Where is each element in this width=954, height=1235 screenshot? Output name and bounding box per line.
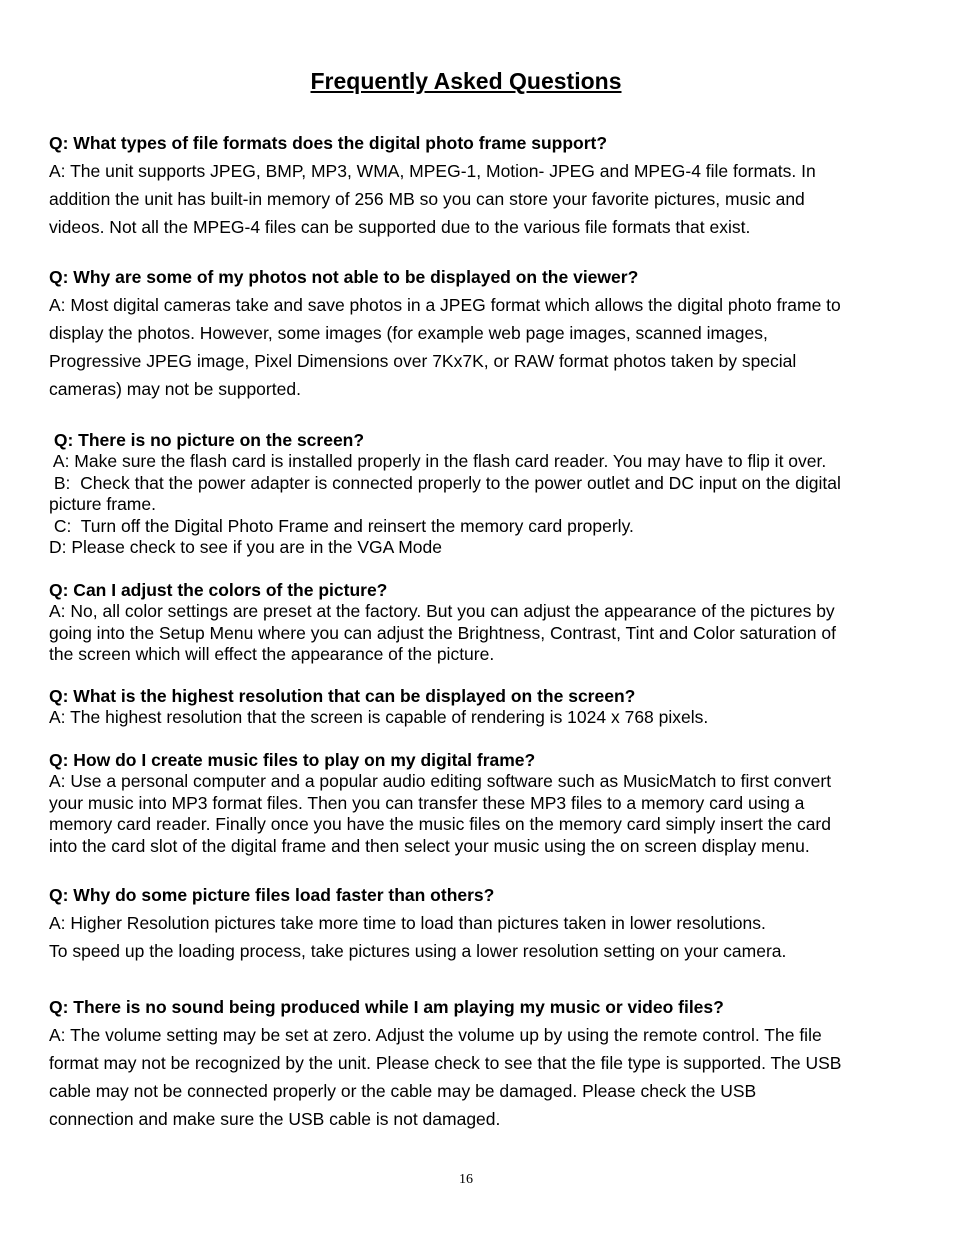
faq-item xyxy=(49,881,899,965)
page-number: 16 xyxy=(459,1172,473,1187)
faq-answer-line: To speed up the loading process, take pictures using a lower resolution setting on your camera. xyxy=(49,941,787,961)
faq-item xyxy=(49,579,899,666)
faq-answer-line: B: Check that the power adapter is connected properly to the power outlet and DC input on the digital xyxy=(49,472,841,493)
faq-answer-line: memory card reader. Finally once you have the music files on the memory card simply insert the card xyxy=(49,814,831,834)
faq-answer-line: A: The volume setting may be set at zero. Adjust the volume up by using the remote control. The file xyxy=(49,1025,822,1045)
faq-answer-line: A: No, all color settings are preset at the factory. But you can adjust the appearance of the pictures by xyxy=(49,601,835,621)
faq-question: Q: Can I adjust the colors of the picture? xyxy=(49,580,388,600)
faq-answer-line: cameras) may not be supported. xyxy=(49,379,301,399)
faq-answer-line: A: Higher Resolution pictures take more time to load than pictures taken in lower resolutions. xyxy=(49,913,766,933)
faq-answer-line: A: Most digital cameras take and save photos in a JPEG format which allows the digital photo frame to xyxy=(49,295,841,315)
faq-item xyxy=(49,429,899,559)
page-title: Frequently Asked Questions xyxy=(310,68,622,94)
faq-answer-line: A: Use a personal computer and a popular audio editing software such as MusicMatch to first convert xyxy=(49,771,832,791)
faq-answer-line: videos. Not all the MPEG-4 files can be supported due to the various file formats that exist. xyxy=(49,217,751,237)
faq-answer-line: D: Please check to see if you are in the VGA Mode xyxy=(49,537,442,557)
faq-item xyxy=(49,749,899,857)
faq-answer-line: A: The unit supports JPEG, BMP, MP3, WMA, MPEG-1, Motion- JPEG and MPEG-4 file formats. In xyxy=(49,161,816,181)
faq-question: Q: There is no sound being produced while I am playing my music or video files? xyxy=(49,997,724,1017)
faq-answer-line: format may not be recognized by the unit. Please check to see that the file type is supported. The USB xyxy=(49,1053,842,1073)
faq-answer-line: C: Turn off the Digital Photo Frame and reinsert the memory card properly. xyxy=(49,515,634,536)
faq-question: Q: What is the highest resolution that can be displayed on the screen? xyxy=(49,686,636,706)
faq-question: Q: What types of file formats does the digital photo frame support? xyxy=(49,133,608,153)
faq-question: Q: Why are some of my photos not able to be displayed on the viewer? xyxy=(49,267,639,287)
faq-answer-line: the screen which will effect the appearance of the picture. xyxy=(49,644,495,664)
faq-answer-line: cable may not be connected properly or the cable may be damaged. Please check the USB xyxy=(49,1081,757,1101)
faq-question: Q: Why do some picture files load faster than others? xyxy=(49,885,495,905)
faq-answer-line: A: Make sure the flash card is installed properly in the flash card reader. You may have to flip it over. xyxy=(49,451,827,471)
faq-answer-line: A: The highest resolution that the screen is capable of rendering is 1024 x 768 pixels. xyxy=(49,707,709,727)
faq-answer-line: addition the unit has built-in memory of 256 MB so you can store your favorite pictures, music and xyxy=(49,189,805,209)
faq-answer-line: into the card slot of the digital frame and then select your music using the on screen display menu. xyxy=(49,835,810,856)
faq-answer-line: your music into MP3 format files. Then you can transfer these MP3 files to a memory card using a xyxy=(49,792,805,813)
faq-answer-line: connection and make sure the USB cable is not damaged. xyxy=(49,1109,501,1129)
faq-item xyxy=(49,129,899,241)
faq-answer-line: going into the Setup Menu where you can adjust the Brightness, Contrast, Tint and Color saturation of xyxy=(49,622,836,643)
faq-item xyxy=(49,685,899,729)
faq-item xyxy=(49,263,899,403)
faq-question: Q: There is no picture on the screen? xyxy=(49,430,365,450)
faq-answer-line: picture frame. xyxy=(49,494,156,514)
faq-answer-line: Progressive JPEG image, Pixel Dimensions over 7Kx7K, or RAW format photos taken by special xyxy=(49,351,797,371)
faq-answer-line: display the photos. However, some images (for example web page images, scanned images, xyxy=(49,323,768,343)
faq-question: Q: How do I create music files to play on my digital frame? xyxy=(49,750,536,770)
faq-item xyxy=(49,993,899,1133)
